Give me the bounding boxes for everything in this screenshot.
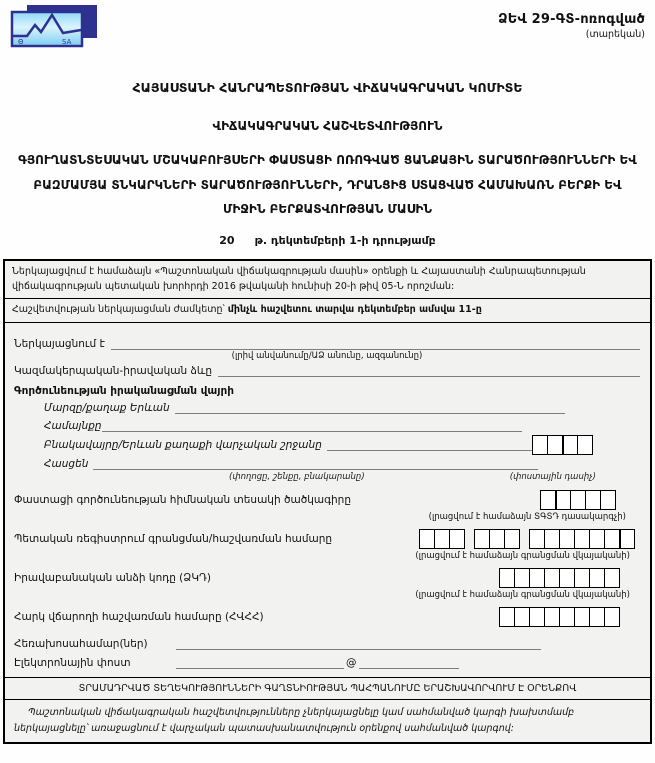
page-header — [0, 0, 655, 56]
report-type-title: ՎԻՃԱԿԱԳՐԱԿԱՆ ՀԱՇՎԵՏՎՈՒԹՅՈՒՆ — [212, 119, 443, 133]
registry-number-cells — [419, 529, 635, 549]
settlement-label: Բնակավայրը/Երևան քաղաքի վարչական շրջանը — [44, 438, 322, 451]
tin-cell[interactable] — [574, 607, 590, 627]
tin-cells — [499, 607, 620, 627]
registry-number-hint: (լրացվում է համաձայն գրանցման վկայականի) — [415, 550, 630, 561]
registry-cell[interactable] — [619, 529, 635, 549]
postal-code-cell[interactable] — [562, 435, 578, 455]
legal-entity-cell[interactable] — [544, 568, 560, 588]
legal-entity-code-hint: (լրացվում է համաձայն գրանցման վկայականի) — [415, 589, 630, 600]
region-input-line[interactable] — [175, 402, 565, 414]
presented-by-hint: (լրիվ անվանումը/ԱՁ անունը, ազգանունը) — [231, 350, 423, 361]
legal-entity-code-cells — [499, 568, 620, 588]
legal-entity-code-label: Իրավաբանական անձի կոդը (ՁԿԴ) — [14, 571, 212, 584]
registry-cell[interactable] — [489, 529, 505, 549]
armstat-logo-icon — [10, 4, 100, 54]
logo-text-right: SA — [62, 38, 72, 46]
postal-code-cell[interactable] — [547, 435, 563, 455]
deadline-bold-text: մինչև հաշվետու տարվա դեկտեմբեր ամսվա 11-ը — [227, 304, 482, 316]
phone-row — [14, 638, 640, 650]
region-row — [44, 402, 640, 414]
legal-basis-text: Ներկայացվում է համաձայն «Պաշտոնական վիճակագրության մասին» օրենքի և Հայաստանի Հանրապետության վիճակագրության պետական խորհրդի 2016 թվականի հունիսի 20-ի թիվ 05-Ն որոշման: — [12, 265, 586, 292]
legal-entity-cell[interactable] — [559, 568, 575, 588]
legal-entity-cell[interactable] — [514, 568, 530, 588]
settlement-input-line[interactable] — [327, 439, 532, 451]
registry-cell[interactable] — [434, 529, 450, 549]
legal-form-input-line[interactable] — [218, 365, 640, 377]
address-label: Հասցեն — [44, 457, 89, 470]
postal-code-cells — [532, 435, 593, 455]
report-subject-title: ԳՅՈՒՂԱՏՆՏԵՍԱԿԱՆ ՄՇԱԿԱԲՈՒՅՍԵՐԻ ՓԱՍՏԱՑԻ ՈՌՈԳՎԱԾ ՑԱՆՔԱՅԻՆ ՏԱՐԱԾՈՒԹՅՈՒՆՆԵՐԻ ԵՎ ԲԱԶՄԱՄՅԱ ՏՆԿԱՐԿՆԵՐԻ ՏԱՐԱԾՈՒԹՅՈՒՆՆԵՐԻ, ԴՐԱՆՑԻՑ ՍՏԱՑՎԱԾ ՀԱՄԱԽԱՌՆ ԲԵՐՔԻ ԵՎ ՄԻՋԻՆ ԲԵՐՔԱՏՎՈՒԹՅԱՆ ՄԱՍԻՆ — [18, 153, 637, 217]
presented-by-label: Ներկայացնում է — [14, 337, 105, 350]
email-local-input-line[interactable] — [176, 657, 344, 669]
activity-code-cell[interactable] — [540, 490, 556, 510]
registry-cell[interactable] — [504, 529, 520, 549]
registry-cell[interactable] — [589, 529, 605, 549]
phone-label: Հեռախոսահամար(ներ) — [14, 637, 148, 650]
legal-entity-code-row — [14, 568, 640, 588]
tin-cell[interactable] — [514, 607, 530, 627]
activity-location-label: Գործունեության իրականացման վայրի — [14, 384, 234, 397]
logo-text-left: Θ — [18, 38, 24, 46]
report-year-prefix: 20 — [219, 233, 235, 247]
tin-cell[interactable] — [589, 607, 605, 627]
registry-cell[interactable] — [574, 529, 590, 549]
email-at-sign: @ — [346, 656, 357, 669]
legal-entity-cell[interactable] — [604, 568, 620, 588]
liability-note: Պաշտոնական վիճակագրական հաշվետվությունները չներկայացնելը կամ սահմանված կարգի խախտմամբ ներկայացնելը՝ առաջացնում է վարչական պատասխանատվություն օրենքով սահմանված կարգով: — [14, 706, 575, 734]
registry-cell[interactable] — [419, 529, 435, 549]
deadline-row — [5, 299, 650, 323]
postal-code-cell[interactable] — [532, 435, 548, 455]
activity-code-hint: (լրացվում է համաձայն ՏԳՏԴ դասակարգչի) — [428, 511, 626, 522]
form-code: ՁԵՎ 29-ԳՏ-ոռոգված — [498, 12, 645, 27]
legal-form-label: Կազմակերպական-իրավական ձևը — [14, 364, 213, 377]
activity-code-cell[interactable] — [600, 490, 616, 510]
registry-cell[interactable] — [604, 529, 620, 549]
info-box — [3, 259, 652, 745]
postal-code-hint: (փոստային դասիչ) — [509, 471, 596, 482]
address-hint: (փողոցը, շենքը, բնակարանը) — [229, 471, 365, 482]
tin-cell[interactable] — [544, 607, 560, 627]
activity-code-cell[interactable] — [570, 490, 586, 510]
tin-row — [14, 607, 640, 627]
settlement-row — [44, 435, 640, 455]
email-domain-input-line[interactable] — [359, 657, 459, 669]
address-hints-row — [14, 472, 640, 482]
community-label: Համայնքը — [44, 419, 102, 432]
tin-cell[interactable] — [604, 607, 620, 627]
activity-code-cells — [540, 490, 616, 510]
registry-cell[interactable] — [544, 529, 560, 549]
activity-code-cell[interactable] — [555, 490, 571, 510]
registry-cell[interactable] — [474, 529, 490, 549]
tin-cell[interactable] — [529, 607, 545, 627]
community-row — [44, 420, 640, 432]
legal-form-row — [14, 365, 640, 377]
address-row — [44, 458, 640, 470]
address-input-line[interactable] — [93, 458, 538, 470]
presented-by-row — [14, 338, 640, 350]
legal-entity-cell[interactable] — [529, 568, 545, 588]
registry-number-row — [14, 529, 640, 549]
region-label: Մարզը/քաղաք Երևան — [44, 401, 170, 414]
legal-entity-cell[interactable] — [499, 568, 515, 588]
activity-code-label: Փաստացի գործունեության հիմնական տեսակի ծածկագիրը — [14, 493, 351, 506]
legal-entity-cell[interactable] — [574, 568, 590, 588]
email-label: Էլեկտրոնային փոստ — [14, 656, 131, 669]
activity-code-cell[interactable] — [585, 490, 601, 510]
committee-title: ՀԱՅԱՍՏԱՆԻ ՀԱՆՐԱՊԵՏՈՒԹՅԱՆ ՎԻՃԱԿԱԳՐԱԿԱՆ ԿՈՄԻՏԵ — [132, 80, 523, 95]
registry-cell[interactable] — [529, 529, 545, 549]
form-fields-section — [5, 323, 650, 678]
phone-input-line[interactable] — [176, 638, 541, 650]
registry-cell[interactable] — [559, 529, 575, 549]
email-row — [14, 657, 640, 669]
community-input-line[interactable] — [102, 420, 522, 432]
deadline-prefix: Հաշվետվության ներկայացման ժամկետը՝ — [12, 304, 228, 316]
activity-code-row — [14, 490, 640, 510]
presented-by-input-line[interactable] — [111, 338, 640, 350]
confidentiality-banner: ՏՐԱՄԱԴՐՎԱԾ ՏԵՂԵԿՈՒԹՅՈՒՆՆԵՐԻ ԳԱՂՏՆԻՈՒԹՅԱՆ ՊԱՀՊԱՆՈՒՄԸ ԵՐԱՇԽԱՎՈՐՎՈՒՄ Է ՕՐԵՆՔՈՎ — [5, 678, 650, 700]
form-period-label: (տարեկան) — [585, 29, 645, 40]
tin-label: Հարկ վճարողի հաշվառման համարը (ՀՎՀՀ) — [14, 610, 264, 623]
tin-cell[interactable] — [499, 607, 515, 627]
legal-entity-cell[interactable] — [589, 568, 605, 588]
registry-cell[interactable] — [449, 529, 465, 549]
tin-cell[interactable] — [559, 607, 575, 627]
postal-code-cell[interactable] — [577, 435, 593, 455]
report-date-line — [0, 234, 655, 247]
legal-basis-row — [5, 261, 650, 299]
report-date-suffix: թ. դեկտեմբերի 1-ի դրությամբ — [254, 233, 436, 247]
registry-number-label: Պետական ռեգիստրում գրանցման/հաշվառման համարը — [14, 532, 333, 545]
